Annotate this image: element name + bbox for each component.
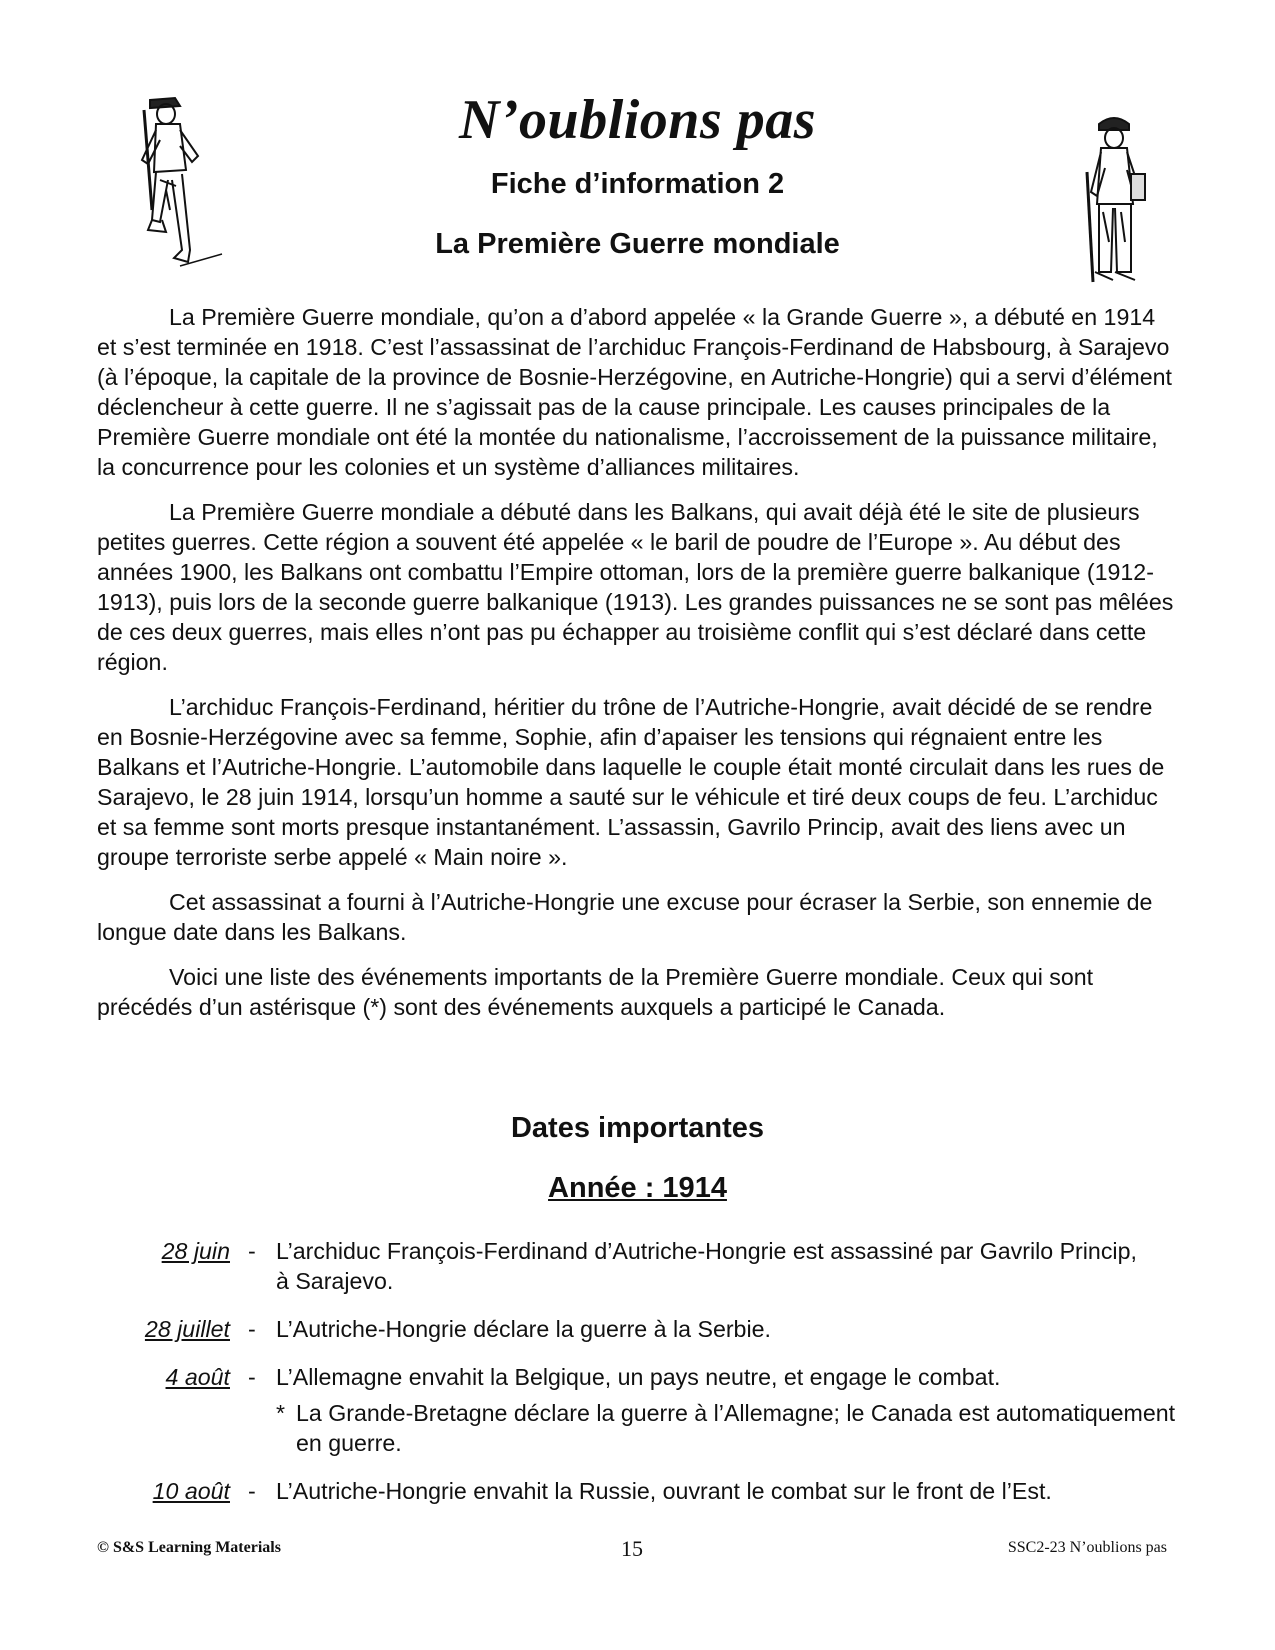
event-item [0,1236,1275,1296]
dates-heading: Dates importantes [510,1112,764,1144]
asterisk-marker: * [276,1400,286,1426]
event-text: L’Autriche-Hongrie déclare la guerre à la Serbie. [276,1316,771,1342]
event-text: L’Allemagne envahit la Belgique, un pays neutre, et engage le combat. [276,1364,1001,1390]
event-date: 4 août [165,1364,230,1390]
book-code: SSC2-23 N’oublions pas [1007,1539,1167,1556]
event-text: L’archiduc François-Ferdinand d’Autriche-Hongrie est assassiné par Gavrilo Princip, à Sarajevo. [276,1238,1137,1294]
copyright-text: © S&S Learning Materials [97,1539,281,1556]
sheet-subtitle: Fiche d’information 2 [490,168,785,200]
page-number: 15 [621,1536,643,1561]
event-date: 10 août [152,1478,230,1504]
event-dash: - [248,1316,256,1342]
section-title: La Première Guerre mondiale [435,228,840,260]
event-date: 28 juillet [144,1316,230,1342]
event-item [0,1476,1275,1506]
body-text [97,302,1177,1037]
paragraph: Cet assassinat a fourni à l’Autriche-Hongrie une excuse pour écraser la Serbie, son ennemie de longue date dans les Balkans. [97,889,1153,945]
page-title: N’oublions pas [458,89,817,151]
event-dash: - [248,1364,256,1390]
event-item [0,1362,1275,1458]
paragraph: La Première Guerre mondiale, qu’on a d’abord appelée « la Grande Guerre », a débuté en 1914 et s’est terminée en 1918. C’est l’assassinat de l’archiduc François-Ferdinand de Habsbourg, à Sarajevo (à l’époque, la capitale de la province de Bosnie-Herzégovine, en Autriche-Hongrie) qui a servi d’élément déclencheur à cette guerre. Il ne s’agissait pas de la cause principale. Les causes principales de la Première Guerre mondiale ont été la montée du nationalisme, l’accroissement de la puissance militaire, la concurrence pour les colonies et un système d’alliances militaires. [97,304,1172,480]
paragraph: La Première Guerre mondiale a débuté dans les Balkans, qui avait déjà été le site de plusieurs petites guerres. Cette région a souvent été appelée « le baril de poudre de l’Europe ». Au début des années 1900, les Balkans ont combattu l’Empire ottoman, lors de la première guerre balkanique (1912-1913), puis lors de la seconde guerre balkanique (1913). Les grandes puissances ne se sont pas mêlées de ces deux guerres, mais elles n’ont pas pu échapper au troisième conflit qui s’est déclaré dans cette région. [97,499,1174,675]
events-list [0,1236,1275,1524]
footer [97,1536,1167,1560]
event-item [0,1314,1275,1344]
paragraph: L’archiduc François-Ferdinand, héritier du trône de l’Autriche-Hongrie, avait décidé de se rendre en Bosnie-Herzégovine avec sa femme, Sophie, afin d’apaiser les tensions qui régnaient entre les Balkans et l’Autriche-Hongrie. L’automobile dans laquelle le couple était monté circulait dans les rues de Sarajevo, le 28 juin 1914, lorsqu’un homme a sauté sur le véhicule et tiré deux coups de feu. L’archiduc et sa femme sont morts presque instantanément. L’assassin, Gavrilo Princip, avait des liens avec un groupe terroriste serbe appelé « Main noire ». [97,694,1165,870]
event-date: 28 juin [161,1238,230,1264]
event-dash: - [248,1478,256,1504]
paragraph: Voici une liste des événements importants de la Première Guerre mondiale. Ceux qui sont précédés d’un astérisque (*) sont des événements auxquels a participé le Canada. [97,964,1094,1020]
event-text: L’Autriche-Hongrie envahit la Russie, ouvrant le combat sur le front de l’Est. [276,1478,1052,1504]
event-note [276,1398,1176,1458]
year-heading: Année : 1914 [548,1172,727,1204]
event-note-text: La Grande-Bretagne déclare la guerre à l’Allemagne; le Canada est automatiquement en guerre. [296,1400,1176,1456]
event-dash: - [248,1238,256,1264]
